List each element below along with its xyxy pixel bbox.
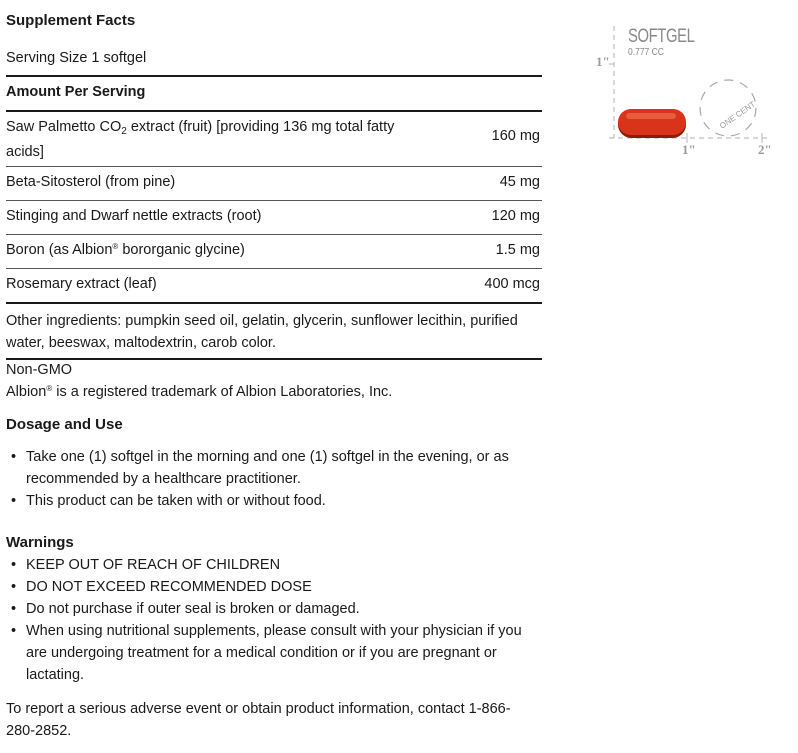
divider [6,234,542,235]
ingredient-amount: 400 mcg [484,276,540,292]
other-ingredients: Other ingredients: pumpkin seed oil, gelatin, glycerin, sunflower lecithin, purified water, beeswax, maltodextrin, carob color. [6,313,518,351]
divider [6,268,542,269]
divider [6,166,542,167]
divider [6,110,542,112]
tick-label-2in-horizontal: 2" [758,142,772,157]
ingredient-amount: 160 mg [491,128,540,144]
list-item: • Take one (1) softgel in the morning and one (1) softgel in the evening, or as recommended by a healthcare practitioner. [6,446,536,490]
divider [6,302,542,304]
ingredient-amount: 45 mg [499,174,540,190]
list-item: • This product can be taken with or without food. [6,490,536,512]
tick-label-1in-horizontal: 1" [682,142,696,157]
supplement-facts-title: Supplement Facts [6,12,136,29]
ingredient-amount: 120 mg [491,208,540,224]
non-gmo-note: Non-GMO [6,362,73,378]
amount-per-serving-heading: Amount Per Serving [6,84,146,100]
dosage-list [6,446,536,512]
warnings-list [6,554,536,686]
dosage-heading: Dosage and Use [6,416,123,433]
list-item: • Do not purchase if outer seal is broken or damaged. [6,598,536,620]
ingredient-name: Boron (as Albion® bororganic glycine) [6,242,245,258]
tick-label-1in-vertical: 1" [596,54,610,69]
coin-label: ONE CENT [717,99,758,131]
divider [6,358,542,360]
list-item: • When using nutritional supplements, please consult with your physician if you are undergoing treatment for a medical condition or if you are pregnant or lactating. [6,620,536,686]
ingredient-name: Saw Palmetto $CO_2$ extract (fruit) [providing 136 mg total fatty acids] [6,119,395,160]
ingredient-amount: 1.5 mg [495,242,540,258]
softgel-label: SOFTGEL [628,26,695,47]
ingredient-name: Beta-Sitosterol (from pine) [6,174,176,190]
divider [6,75,542,77]
warnings-heading: Warnings [6,534,74,551]
softgel-capsule [618,109,686,135]
softgel-volume: 0.777 CC [628,47,664,58]
softgel-highlight [626,113,676,119]
facts-row-saw-palmetto [6,117,542,161]
albion-trademark-note: Albion® is a registered trademark of Albion Laboratories, Inc. [6,384,393,400]
softgel-size-diagram [592,22,792,162]
adverse-event-contact: To report a serious adverse event or obtain product information, contact 1-866-280-2852. [6,701,511,739]
ingredient-name: Rosemary extract (leaf) [6,276,157,292]
serving-size: Serving Size 1 softgel [6,50,147,66]
ingredient-name: Stinging and Dwarf nettle extracts (root) [6,208,262,224]
divider [6,200,542,201]
list-item: • DO NOT EXCEED RECOMMENDED DOSE [6,576,536,598]
list-item: • KEEP OUT OF REACH OF CHILDREN [6,554,536,576]
